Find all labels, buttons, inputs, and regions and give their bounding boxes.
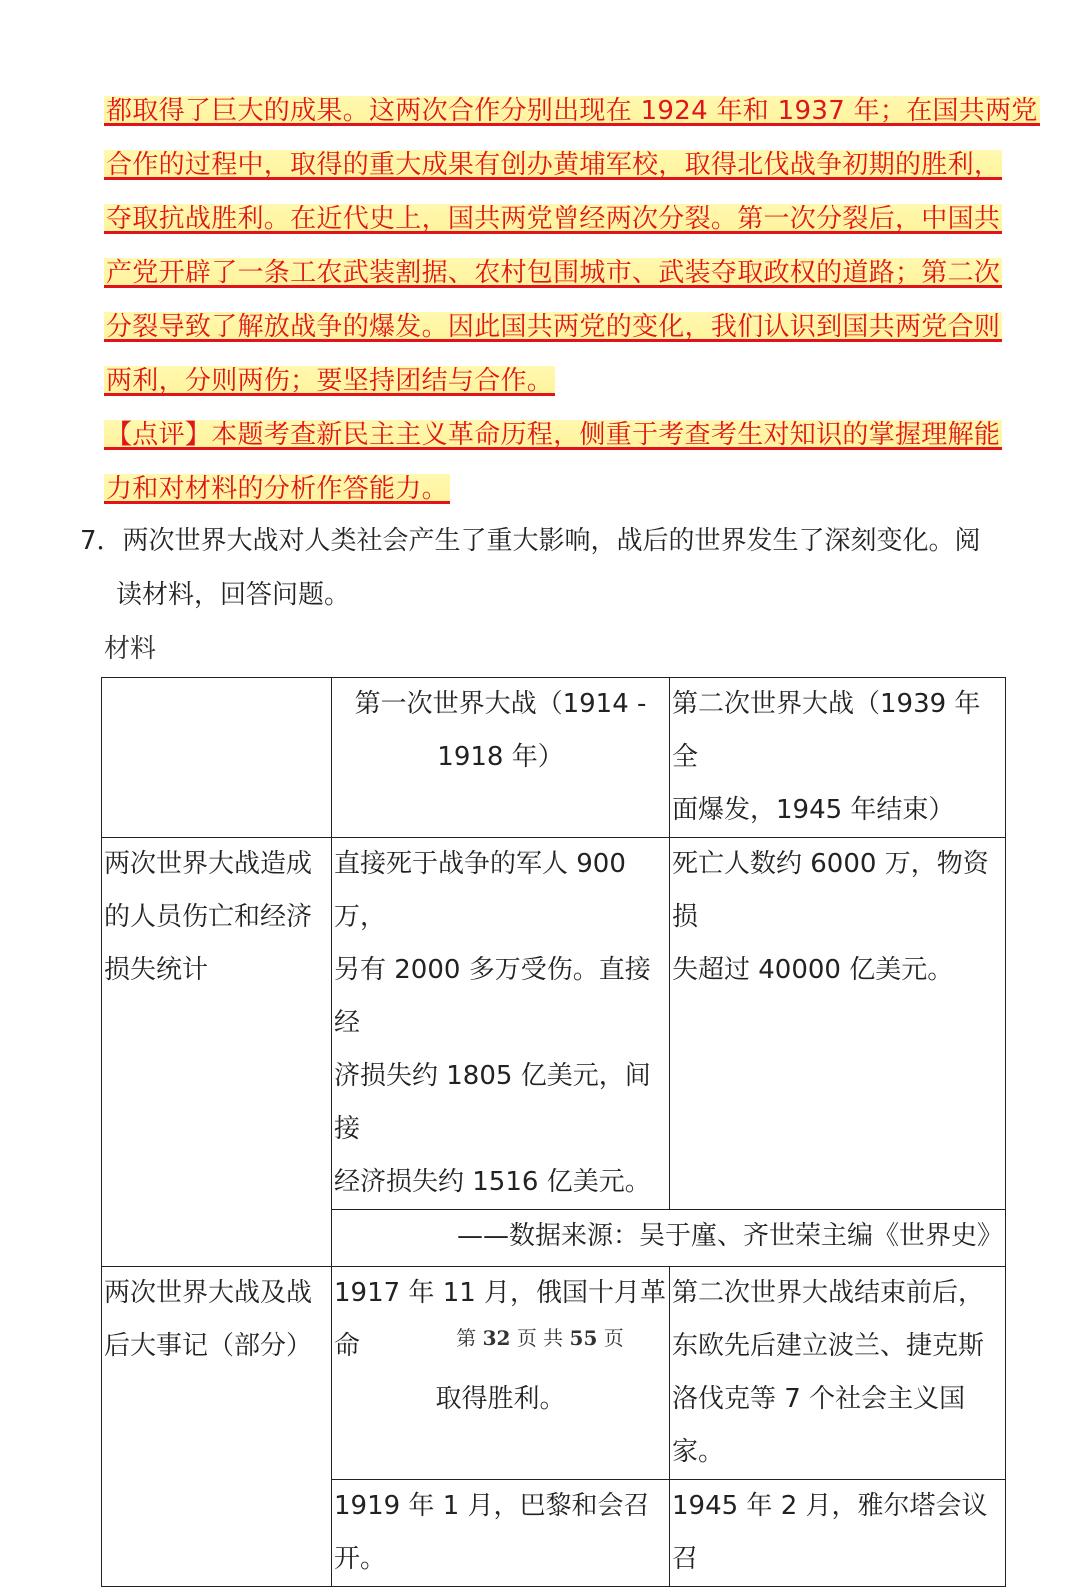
page-number: 32 <box>482 1326 511 1350</box>
material-label: 材料 <box>104 634 157 664</box>
cell-line: 死亡人数约 6000 万，物资损 <box>672 849 989 932</box>
ww1-event-cell <box>332 1267 670 1480</box>
header-ww2-line: 第二次世界大战（1939 年全 <box>672 689 981 772</box>
answer-text: 合作的过程中，取得的重大成果有创办黄埔军校，取得北伐战争初期的胜利， <box>106 150 1001 180</box>
cell-line: 经济损失约 1516 亿美元。 <box>334 1167 651 1197</box>
answer-block <box>104 84 1038 516</box>
row-label-line: 损失统计 <box>104 955 209 985</box>
header-ww1-line: 第一次世界大战（1914 - <box>354 689 647 719</box>
cell-line: 1917 年 11 月，俄国十月革命 <box>334 1278 667 1361</box>
question-line: 读材料，回答问题。 <box>116 580 351 610</box>
ww1-event-cell: 1919 年 1 月，巴黎和会召开。 <box>332 1480 670 1587</box>
ww2-event-cell: 1945 年 2 月，雅尔塔会议召 <box>670 1480 1006 1587</box>
row-label-cell <box>102 1267 332 1587</box>
footer-text: 页 共 <box>516 1326 564 1350</box>
cell-line: 第二次世界大战结束前后， <box>672 1278 985 1308</box>
comment-text: 力和对材料的分析作答能力。 <box>106 474 448 504</box>
answer-line <box>104 192 1004 246</box>
table-row <box>102 838 1006 1210</box>
page-footer <box>0 1322 1080 1351</box>
cell-line: 直接死于战争的军人 900 万， <box>334 849 626 932</box>
footer-text: 第 <box>456 1326 477 1350</box>
answer-line <box>104 246 1004 300</box>
row-label-line: 两次世界大战造成 <box>104 849 313 879</box>
answer-line <box>104 354 1004 408</box>
row-label-line: 两次世界大战及战 <box>104 1278 313 1308</box>
cell-line: 取得胜利。 <box>435 1384 566 1414</box>
total-pages: 55 <box>569 1326 598 1350</box>
row-label-cell <box>102 838 332 1267</box>
table-header-row <box>102 678 1006 838</box>
header-ww1-line: 1918 年） <box>437 742 564 772</box>
answer-text: 夺取抗战胜利。在近代史上，国共两党曾经两次分裂。第一次分裂后，中国共 <box>106 204 1001 234</box>
header-ww1-cell <box>332 678 670 838</box>
row-label-line: 后大事记（部分） <box>104 1331 313 1361</box>
cell-line: 失超过 40000 亿美元。 <box>672 955 954 985</box>
question-line: 7．两次世界大战对人类社会产生了重大影响，战后的世界发生了深刻变化。阅 <box>80 526 981 556</box>
material-table <box>101 677 1006 1587</box>
header-ww2-cell <box>670 678 1006 838</box>
footer-text: 页 <box>603 1326 624 1350</box>
ww2-casualty-cell <box>670 838 1006 1210</box>
header-ww2-line: 面爆发，1945 年结束） <box>672 795 955 825</box>
cell-line: 另有 2000 多万受伤。直接经 <box>334 955 651 1038</box>
answer-line <box>104 300 1004 354</box>
answer-text: 两利，分则两伤；要坚持团结与合作。 <box>106 366 554 396</box>
cell-line: 洛伐克等 7 个社会主义国家。 <box>672 1384 966 1467</box>
answer-text: 都取得了巨大的成果。这两次合作分别出现在 1924 年和 1937 年；在国共两党 <box>106 96 1038 126</box>
header-empty-cell <box>102 678 332 838</box>
comment-line <box>104 408 1004 462</box>
comment-text: 【点评】本题考查新民主主义革命历程，侧重于考查考生对知识的掌握理解能 <box>106 420 1001 450</box>
question-7 <box>80 514 1010 622</box>
ww2-event-cell <box>670 1267 1006 1480</box>
data-source-cell: ——数据来源：吴于廑、齐世荣主编《世界史》 <box>332 1210 1006 1267</box>
answer-text: 分裂导致了解放战争的爆发。因此国共两党的变化，我们认识到国共两党合则 <box>106 312 1001 342</box>
table-row <box>102 1267 1006 1480</box>
answer-text: 产党开辟了一条工农武装割据、农村包围城市、武装夺取政权的道路；第二次 <box>106 258 1001 288</box>
row-label-line: 的人员伤亡和经济 <box>104 902 313 932</box>
ww1-casualty-cell <box>332 838 670 1210</box>
cell-line: 东欧先后建立波兰、捷克斯 <box>672 1331 985 1361</box>
comment-line <box>104 462 1004 516</box>
cell-line: 济损失约 1805 亿美元，间接 <box>334 1061 651 1144</box>
answer-line <box>104 138 1004 192</box>
answer-line <box>104 84 1038 138</box>
